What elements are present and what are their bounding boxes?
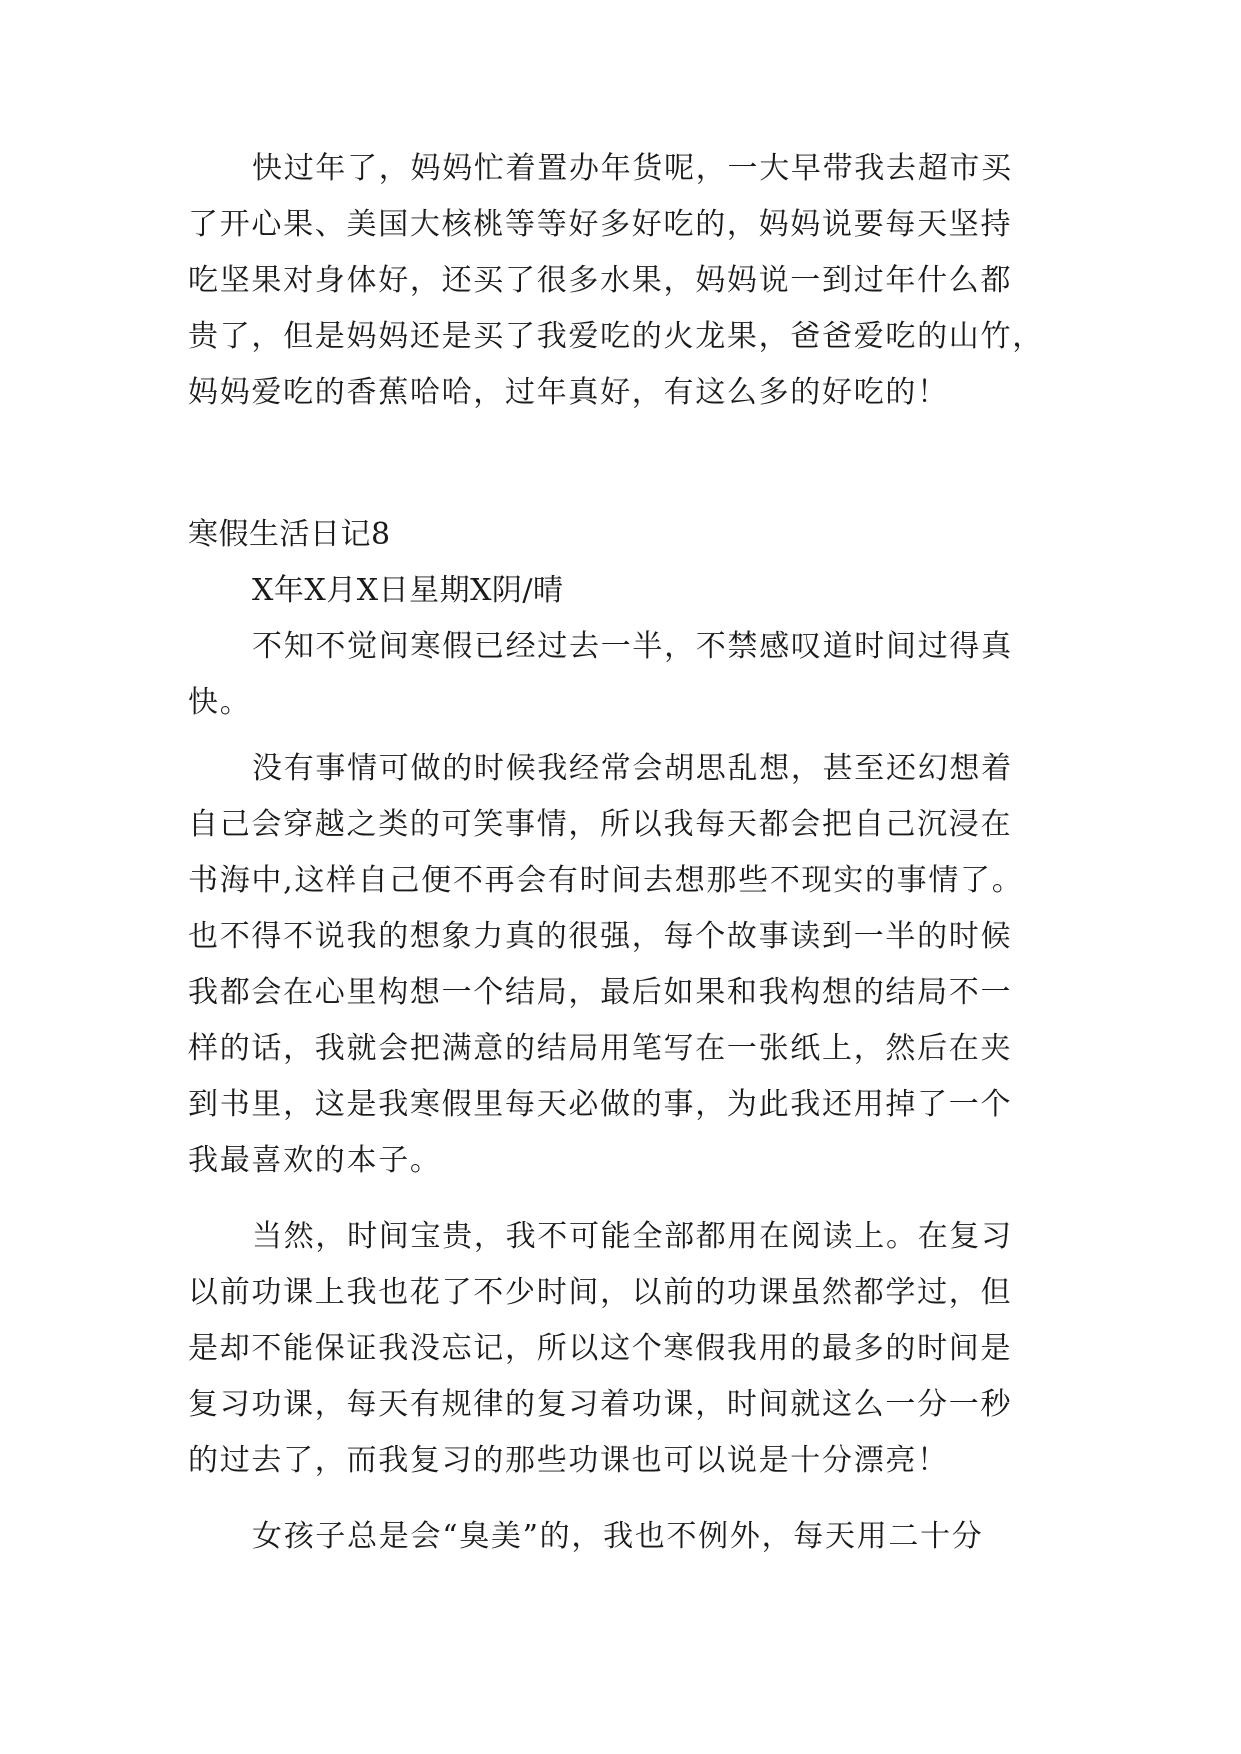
- text-line: 吃坚果对身体好，还买了很多水果，妈妈说一到过年什么都: [188, 263, 1013, 298]
- text-line: 也不得不说我的想象力真的很强，每个故事读到一半的时候: [188, 919, 1013, 954]
- text-line: 当然，时间宝贵，我不可能全部都用在阅读上。在复习: [252, 1219, 1013, 1254]
- text-line: 复习功课，每天有规律的复习着功课，时间就这么一分一秒: [188, 1387, 1013, 1422]
- text-line: 妈妈爱吃的香蕉哈哈，过年真好，有这么多的好吃的！: [188, 375, 949, 410]
- section-title: 寒假生活日记8: [188, 517, 391, 552]
- text-line: 书海中,这样自己便不再会有时间去想那些不现实的事情了。: [188, 863, 1024, 898]
- text-line: 我都会在心里构想一个结局，最后如果和我构想的结局不一: [188, 975, 1013, 1010]
- text-line: 快过年了，妈妈忙着置办年货呢，一大早带我去超市买: [252, 151, 1013, 186]
- text-line: 自己会穿越之类的可笑事情，所以我每天都会把自己沉浸在: [188, 807, 1013, 842]
- text-line: 以前功课上我也花了不少时间，以前的功课虽然都学过，但: [188, 1275, 1013, 1310]
- text-line: 样的话，我就会把满意的结局用笔写在一张纸上，然后在夹: [188, 1031, 1013, 1066]
- text-line: 没有事情可做的时候我经常会胡思乱想，甚至还幻想着: [252, 751, 1013, 786]
- text-line: 是却不能保证我没忘记，所以这个寒假我用的最多的时间是: [188, 1331, 1013, 1366]
- text-line: 贵了，但是妈妈还是买了我爱吃的火龙果，爸爸爱吃的山竹，: [188, 319, 1044, 354]
- text-line: 到书里，这是我寒假里每天必做的事，为此我还用掉了一个: [188, 1087, 1013, 1122]
- text-line: 了开心果、美国大核桃等等好多好吃的，妈妈说要每天坚持: [188, 207, 1013, 242]
- text-line: 我最喜欢的本子。: [188, 1143, 442, 1178]
- text-line: 女孩子总是会“臭美”的，我也不例外，每天用二十分: [252, 1519, 984, 1554]
- text-line: 的过去了，而我复习的那些功课也可以说是十分漂亮！: [188, 1443, 949, 1478]
- text-line: 不知不觉间寒假已经过去一半，不禁感叹道时间过得真: [252, 629, 1013, 664]
- date-line: X年X月X日星期X阴/晴: [252, 573, 564, 608]
- text-line: 快。: [188, 685, 252, 720]
